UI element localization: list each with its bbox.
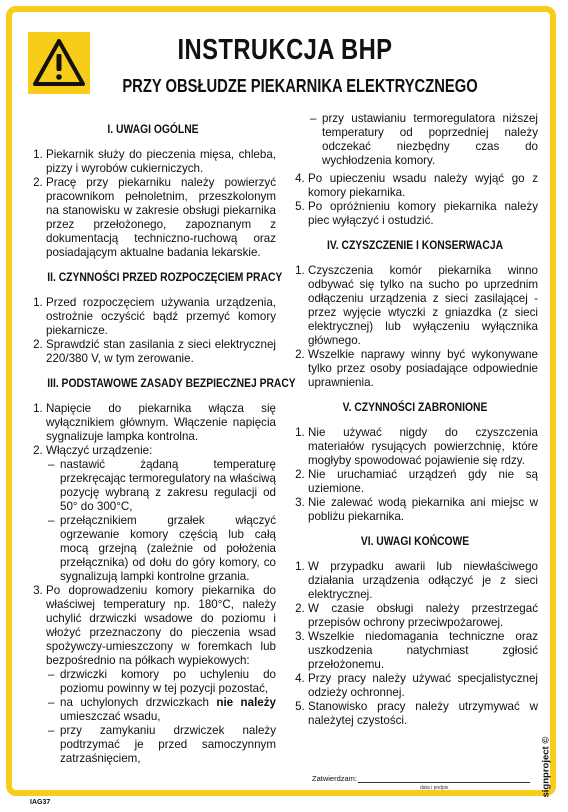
section-1-list xyxy=(30,148,276,260)
brand-mark xyxy=(538,712,552,802)
list-item: 1. Czyszczenia komór piekarnika winno odbywać się tylko na sucho po uprzednim odłączeniu urządzenia z sieci zasilającej - przez wyjęcie wtyczki z gniazdka (z sieci elektrycznej) lub wyłączeniu wyłącznika głównego. xyxy=(308,264,538,348)
list-item: 2. W czasie obsługi należy przestrzegać przepisów ochrony przeciwpożarowej. xyxy=(308,602,538,630)
sub-item: – drzwiczki komory po uchyleniu do poziomu powinny w tej pozycji pozostać, xyxy=(60,668,276,696)
list-item: 5. Stanowisko pracy należy utrzymywać w należytej czystości. xyxy=(308,700,538,728)
list-item: 2. Pracę przy piekarniku należy powierzyć pracownikom pełnoletnim, przeszkolonym na stanowisku w zakresie obsługi piekarnika przez przełożonego, zapoznanym z dokumentacją techniczno-ruchową oraz posiadającym aktualne badania lekarskie. xyxy=(46,176,276,260)
sub-item-text: na uchylonych drzwiczkach xyxy=(60,696,217,709)
page-title: INSTRUKCJA BHP xyxy=(177,34,393,66)
sub-item: – przełącznikiem grzałek włączyć ogrzewanie komory częścią lub całą mocą grzejną (zależnie od położenia przełącznika) od dołu do góry komory, co sygnalizują lampki kontrolne grzania. xyxy=(60,514,276,584)
sub-item-text: umieszczać wsadu, xyxy=(60,710,161,723)
sub-item xyxy=(60,696,276,724)
sub-item: – przy zamykaniu drzwiczek należy podtrzymać je przed samoczynnym zatrzaśnięciem, xyxy=(60,724,276,766)
section-3-list-continued xyxy=(292,172,538,228)
section-6-list xyxy=(292,560,538,728)
list-item xyxy=(46,402,276,444)
list-item: 1. W przypadku awarii lub niewłaściwego działania urządzenia odłączyć je z sieci elektrycznej. xyxy=(308,560,538,602)
sub-item: – nastawić żądaną temperaturę przekręcając termoregulatory na właściwą pozycję wybraną z zakresu regulacji od 50° do 300°C, xyxy=(60,458,276,514)
right-column xyxy=(292,112,538,734)
signature-line xyxy=(358,782,530,783)
brand-text: signproject © xyxy=(540,736,552,798)
list-item: 1. Przed rozpoczęciem używania urządzenia, ostrożnie oczyścić bądź przemyć komory piekarnicze. xyxy=(46,296,276,338)
sub-list xyxy=(46,458,276,584)
section-heading: II. CZYNNOŚCI PRZED ROZPOCZĘCIEM PRACY xyxy=(47,270,283,284)
item-text: Napięcie do piekarnika włącza się wyłącznikiem głównym. Włączenie napięcia sygnalizuje lampka kontrolna. xyxy=(46,402,276,443)
list-item: 3. Wszelkie niedomagania techniczne oraz uszkodzenia natychmiast zgłosić przełożonemu. xyxy=(308,630,538,672)
section-heading: VI. UWAGI KOŃCOWE xyxy=(360,534,470,548)
list-item: 2. Sprawdzić stan zasilania z sieci elektrycznej 220/380 V, w tym zerowanie. xyxy=(46,338,276,366)
left-column xyxy=(30,112,296,772)
list-item: 3. Nie zalewać wodą piekarnika ani miejsc w pobliżu piekarnika. xyxy=(308,496,538,524)
product-code: IAG37 xyxy=(30,799,51,806)
emphasis: nie należy xyxy=(216,696,276,709)
section-4-list xyxy=(292,264,538,390)
list-item: 2. Wszelkie naprawy winny być wykonywane tylko przez osoby posiadające odpowiednie uprawnienia. xyxy=(308,348,538,390)
list-item: 2. Nie uruchamiać urządzeń gdy nie są uziemione. xyxy=(308,468,538,496)
sub-list-continued xyxy=(292,112,538,168)
list-item: 5. Po opróżnieniu komory piekarnika należy piec wyłączyć i ostudzić. xyxy=(308,200,538,228)
section-5-list xyxy=(292,426,538,524)
item-text: Włączyć urządzenie: xyxy=(46,444,153,457)
section-heading: V. CZYNNOŚCI ZABRONIONE xyxy=(342,400,488,414)
section-2-list xyxy=(30,296,276,366)
sub-item: – przy ustawianiu termoregulatora niższej temperatury od poprzedniej należy odczekać niezbędny czas do wychłodzenia komory. xyxy=(322,112,538,168)
list-item: 1. Piekarnik służy do pieczenia mięsa, chleba, pizzy i wyrobów cukierniczych. xyxy=(46,148,276,176)
approval-label: Zatwierdzam: xyxy=(312,774,358,783)
list-item xyxy=(46,444,276,584)
section-3-list xyxy=(30,402,276,766)
sub-list xyxy=(46,668,276,766)
page-subtitle: PRZY OBSŁUDZE PIEKARNIKA ELEKTRYCZNEGO xyxy=(122,76,478,96)
list-item: 4. Po upieczeniu wsadu należy wyjąć go z komory piekarnika. xyxy=(308,172,538,200)
section-heading: III. PODSTAWOWE ZASADY BEZPIECZNEJ PRACY xyxy=(47,376,296,390)
warning-sign xyxy=(28,32,90,94)
list-item xyxy=(46,584,276,766)
section-heading: I. UWAGI OGÓLNE xyxy=(107,122,199,136)
item-text: Po doprowadzeniu komory piekarnika do właściwej temperatury np. 180°C, należy uchylić drzwiczki wsadowe do poziomu i włożyć przeznaczony do pieczenia wsad spożywczy-umieszczony w foremkach lub bezpośrednio na półkach wypiekowych: xyxy=(46,584,276,667)
list-item: 1. Nie używać nigdy do czyszczenia materiałów rysujących powierzchnię, które mogłyby spowodować pojawienie się rdzy. xyxy=(308,426,538,468)
section-heading: IV. CZYSZCZENIE I KONSERWACJA xyxy=(326,238,504,252)
warning-triangle-icon xyxy=(28,32,90,94)
list-item: 4. Przy pracy należy używać specjalistycznej odzieży ochronnej. xyxy=(308,672,538,700)
signature-hint: data i podpis xyxy=(420,785,449,791)
